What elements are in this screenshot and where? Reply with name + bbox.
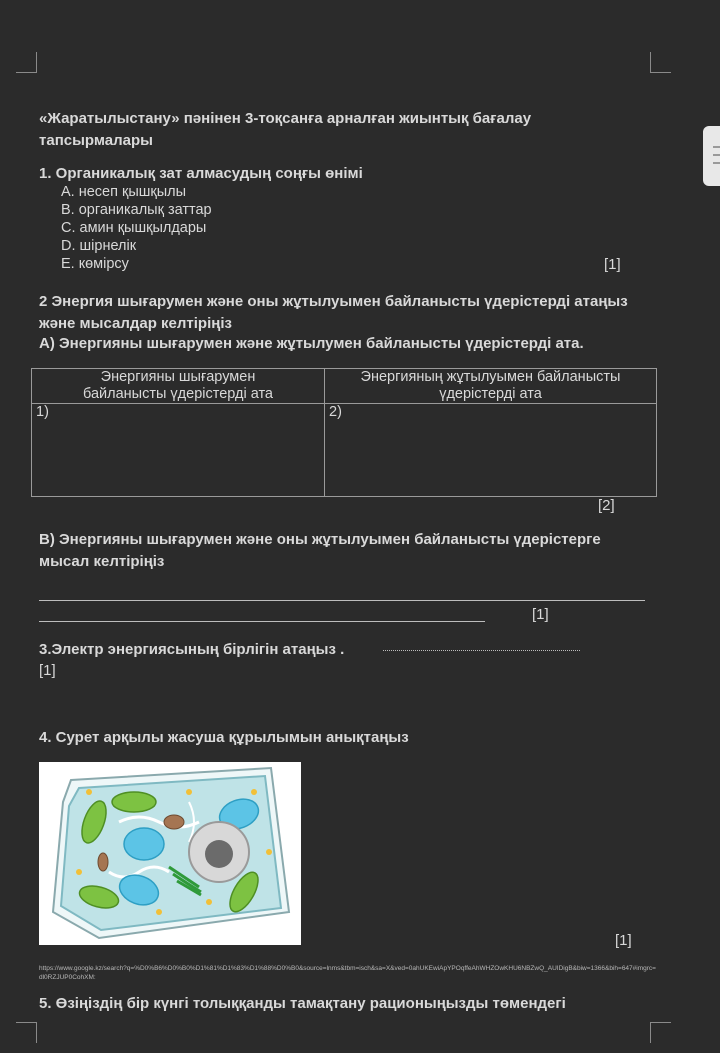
q1-option-a: A. несеп қышқылы: [61, 184, 187, 200]
q2-a-mark: [2]: [598, 497, 615, 514]
image-source-url: https://www.google.kz/search?q=%D0%B6%D0%B0%D1%81%D1%83%D1%88%D0%B0&source=lnms&tbm=isch&sa=X&ved=0ahUKEwiApYPOqffeAhWHZOwKHU6NBZwQ_AUIDigB&biw=1366&bih=647#imgrc=dl0RZJUP0CohXM:: [39, 965, 656, 981]
q3-question: 3.Электр энергиясының бірлігін атаңыз .: [39, 641, 345, 658]
page-corner-bottom-right: [650, 1022, 671, 1043]
q1-option-c: C. амин қышқылдары: [61, 220, 207, 236]
q5-question: 5. Өзіңіздің бір күнгі толыққанды тамақтану рационыңызды төмендегі: [39, 995, 566, 1012]
q4-question: 4. Сурет арқылы жасуша құрылымын анықтаңыз: [39, 729, 409, 746]
q3-mark: [1]: [39, 662, 56, 679]
table-header-absorption: Энергияның жұтылуымен байланысты үдерістерді ата: [325, 369, 657, 404]
doc-title-line2: тапсырмалары: [39, 132, 153, 149]
page-corner-top-right: [650, 52, 671, 73]
q2-line2: және мысалдар келтіріңіз: [39, 315, 232, 332]
table-cell-1[interactable]: 1): [32, 404, 325, 497]
side-panel-handle[interactable]: [703, 126, 720, 186]
answer-line-1: [39, 600, 645, 601]
q1-option-b: B. органикалық заттар: [61, 202, 212, 218]
table-cell-2[interactable]: 2): [325, 404, 657, 497]
page-corner-bottom-left: [16, 1022, 37, 1043]
q1-question: 1. Органикалық зат алмасудың соңғы өнімі: [39, 165, 363, 182]
doc-title-line1: «Жаратылыстану» пәнінен 3-тоқсанға арналған жиынтық бағалау: [39, 110, 532, 127]
q2-b-mark: [1]: [532, 606, 549, 623]
q2-part-b-line2: мысал келтіріңіз: [39, 553, 165, 570]
q2-part-b-line1: B) Энергияны шығарумен және оны жұтылуымен байланысты үдерістерге: [39, 531, 601, 548]
q2-line1: 2 Энергия шығарумен және оны жұтылуымен байланысты үдерістерді атаңыз: [39, 293, 628, 310]
q1-option-e: E. көмірсу: [61, 256, 129, 272]
page-corner-top-left: [16, 52, 37, 73]
q3-answer-dots: [383, 650, 580, 651]
q4-mark: [1]: [615, 932, 632, 949]
q1-option-d: D. шірнелік: [61, 238, 137, 254]
q2-part-a: A) Энергияны шығарумен және жұтылумен байланысты үдерістерді ата.: [39, 335, 584, 352]
q1-mark: [1]: [604, 256, 621, 273]
plant-cell-image: [39, 762, 301, 945]
table-header-release: Энергияны шығарумен байланысты үдерістерді ата: [32, 369, 325, 404]
energy-table: [31, 368, 657, 497]
answer-line-2: [39, 621, 485, 622]
